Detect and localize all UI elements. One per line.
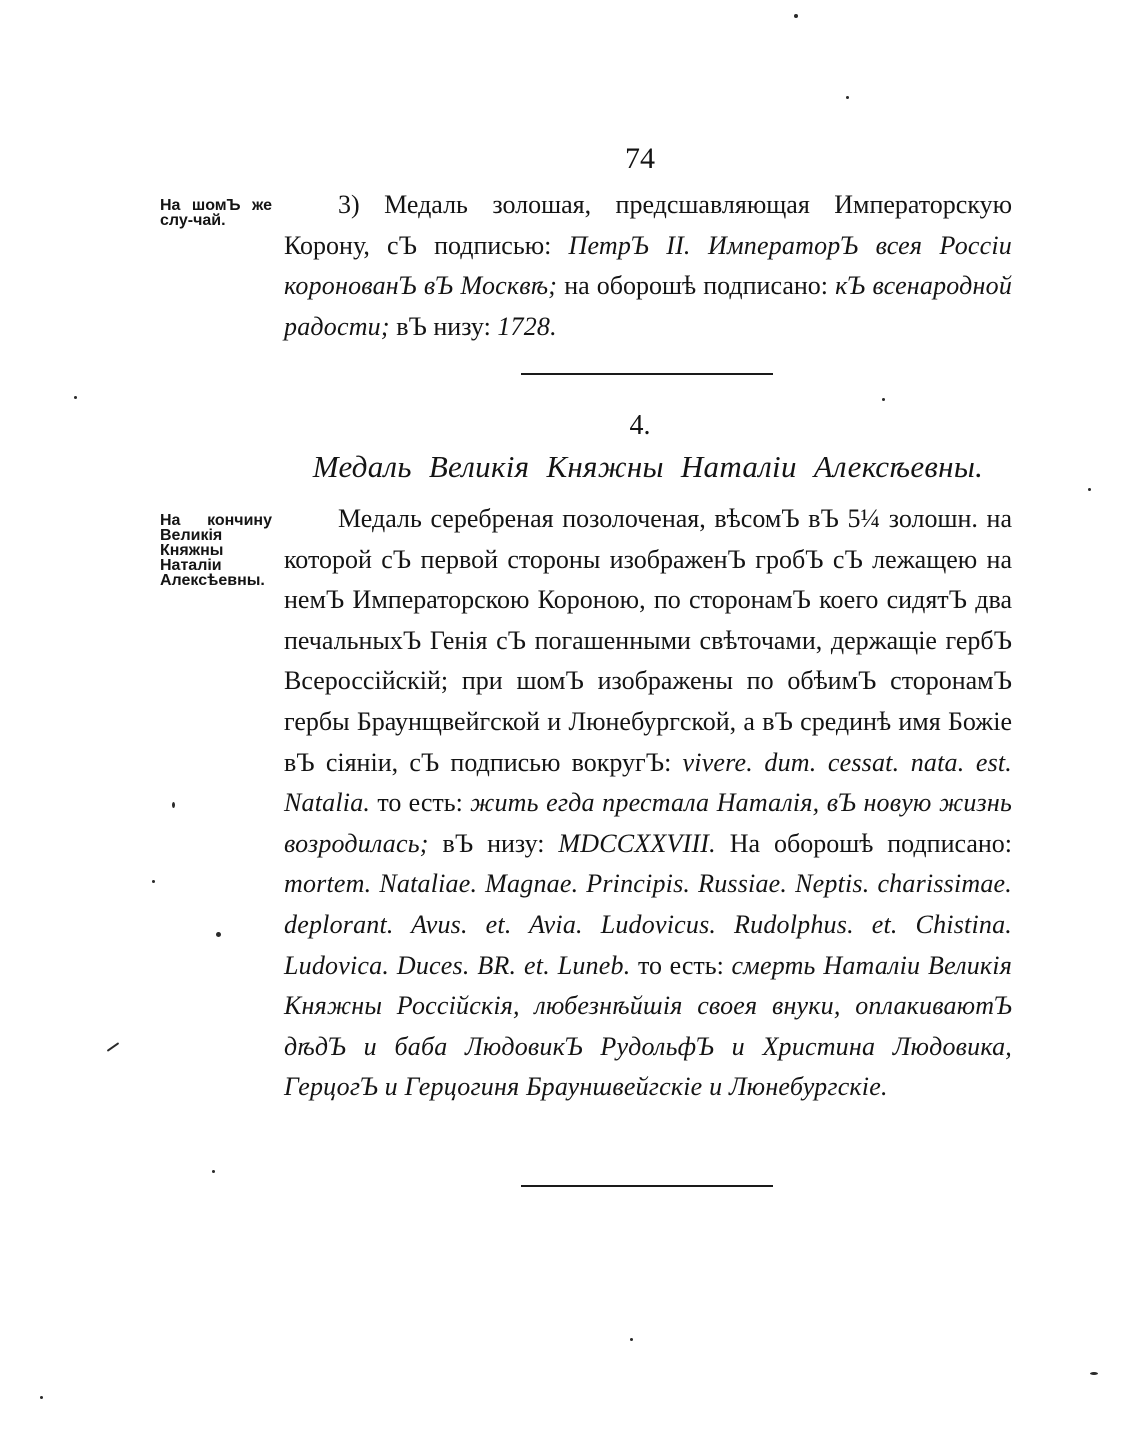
- inscription: 1728.: [497, 311, 557, 341]
- paragraph-text: На оборошѣ подписано:: [729, 828, 1013, 858]
- paragraph-text: вЪ низу:: [396, 311, 491, 341]
- scan-speck: [630, 1338, 633, 1341]
- paragraph-text: то есть:: [377, 788, 463, 818]
- item-number: 3): [338, 190, 360, 219]
- scan-speck: [216, 932, 221, 937]
- paragraph: [284, 185, 1012, 347]
- scan-speck: [107, 1042, 120, 1052]
- inscription: смерть Наталіи Великія Княжны Россійскія, любезнѣйшія своея внуки, оплакиваютЪ дѣдЪ и баба ЛюдовикЪ РудольфЪ и Христина Людовика, ГерцогЪ и Герцогиня Брауншвейгскіе и Люнебургскіе.: [284, 950, 1013, 1102]
- scan-speck: [40, 1396, 43, 1399]
- scan-speck: [1090, 1372, 1098, 1375]
- paragraph-text: Медаль серебреная позолоченая, вѣсомЪ вЪ 5¼ золошн. на которой сЪ первой стороны изображенЪ гробЪ сЪ лежащею на немЪ Императорскою Короною, по сторонамЪ коего сидятЪ два печальныхЪ Генія сЪ погашенными свѣточами, держащіе гербЪ Всероссійскій; при шомЪ изображены по обѣимЪ сторонамЪ гербы Браунщвейгской и Люнебургской, а вЪ срединѣ имя Божіе вЪ сіяніи, сЪ подписью вокругЪ:: [284, 504, 1012, 777]
- section-title: Медаль Великія Княжны Наталіи Алексѣевны.: [312, 449, 984, 484]
- inscription: кЪ всенародной радости;: [284, 271, 1013, 341]
- inscription: MDCCXXVIII.: [558, 828, 716, 858]
- inscription: ПетрЪ II. ИмператорЪ всея Россіи коронованЪ вЪ Москвѣ;: [284, 230, 1012, 301]
- section-divider: [521, 1185, 773, 1187]
- scan-speck: [882, 398, 885, 401]
- paragraph: [284, 499, 1012, 1108]
- scan-speck: [172, 802, 175, 808]
- inscription: жить егда престала Наталія, вЪ новую жизнь возродилась;: [284, 788, 1013, 858]
- scan-speck: [152, 880, 155, 883]
- scan-speck: [1088, 488, 1091, 491]
- scan-speck: [794, 14, 798, 18]
- scan-speck: [212, 1170, 215, 1173]
- scan-speck: [74, 396, 77, 399]
- page-number: 74: [625, 142, 655, 175]
- paragraph-text: вЪ низу:: [442, 828, 545, 858]
- scan-speck: [846, 96, 849, 99]
- paragraph-text: на оборошѣ подписано:: [564, 271, 829, 301]
- paragraph-text: то есть:: [638, 950, 724, 980]
- inscription: mortem. Nataliae. Magnae. Principis. Russiae. Neptis. charissimae. deplorant. Avus. et. Avia. Ludovicus. Rudolphus. et. Chistina. Ludovica. Duces. BR. et. Luneb.: [284, 869, 1012, 980]
- margin-note: На шомЪ же слу-чай.: [160, 197, 272, 229]
- margin-note: На кончину Великія Княжны Наталіи Алексѣевны.: [160, 512, 272, 589]
- section-number: 4.: [629, 410, 651, 441]
- paragraph-text: Медаль золошая, предсшавляющая Императорскую Корону, сЪ подписью:: [284, 190, 1013, 260]
- section-divider: [521, 373, 773, 375]
- inscription: vivere. dum. cessat. nata. est. Natalia.: [284, 747, 1013, 818]
